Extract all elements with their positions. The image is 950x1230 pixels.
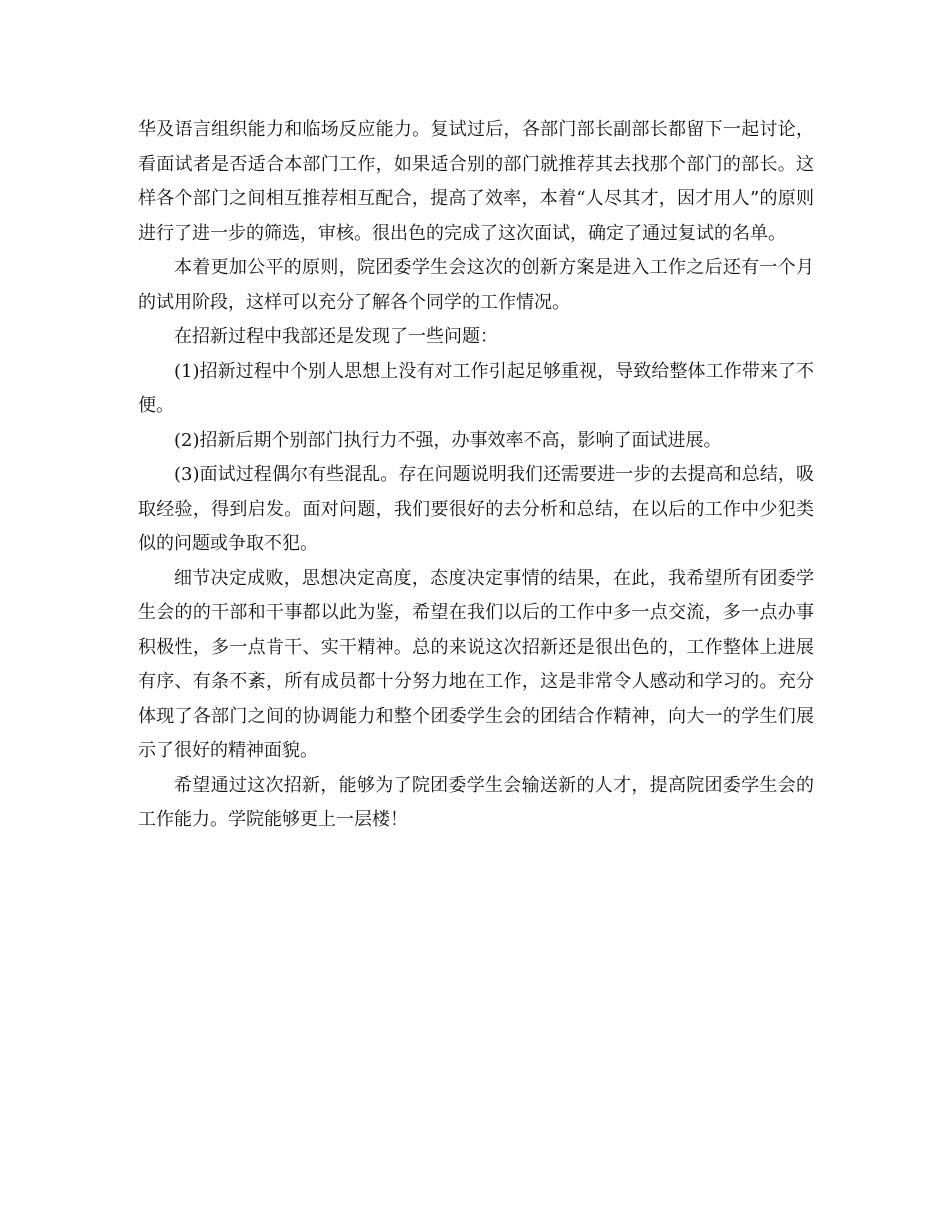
paragraph-8: 希望通过这次招新，能够为了院团委学生会输送新的人才，提高院团委学生会的工作能力。学院能够更上一层楼！ — [138, 774, 814, 830]
paragraph-5: (2)招新后期个别部门执行力不强，办事效率不高，影响了面试进展。 — [174, 429, 722, 451]
paragraph-7: 细节决定成败，思想决定高度，态度决定事情的结果，在此，我希望所有团委学生会的的干部和干事都以此为鉴，希望在我们以后的工作中多一点交流，多一点办事积极性，多一点肯干、实干精神。总的来说这次招新还是很出色的，工作整体上进展有序、有条不紊，所有成员都十分努力地在工作，这是非常令人感动和学习的。充分体现了各部门之间的协调能力和整个团委学生会的团结合作精神，向大一的学生们展示了很好的精神面貌。 — [138, 567, 814, 761]
paragraph-3: 在招新过程中我部还是发现了一些问题： — [174, 326, 498, 347]
paragraph-1: 华及语言组织能力和临场反应能力。复试过后，各部门部长副部长都留下一起讨论，看面试者是否适合本部门工作，如果适合别的部门就推荐其去找那个部门的部长。这样各个部门之间相互推荐相互配合，提高了效率，本着“人尽其才，因才用人”的原则进行了进一步的筛选，审核。很出色的完成了这次面试，确定了通过复试的名单。 — [138, 119, 814, 244]
paragraph-6: (3)面试过程偶尔有些混乱。存在问题说明我们还需要进一步的去提高和总结，吸取经验，得到启发。面对问题，我们要很好的去分析和总结，在以后的工作中少犯类似的问题或争取不犯。 — [138, 464, 814, 554]
document-page — [138, 113, 814, 838]
paragraph-2: 本着更加公平的原则，院团委学生会这次的创新方案是进入工作之后还有一个月的试用阶段，这样可以充分了解各个同学的工作情况。 — [138, 257, 814, 313]
paragraph-4: (1)招新过程中个别人思想上没有对工作引起足够重视，导致给整体工作带来了不便。 — [138, 360, 814, 416]
